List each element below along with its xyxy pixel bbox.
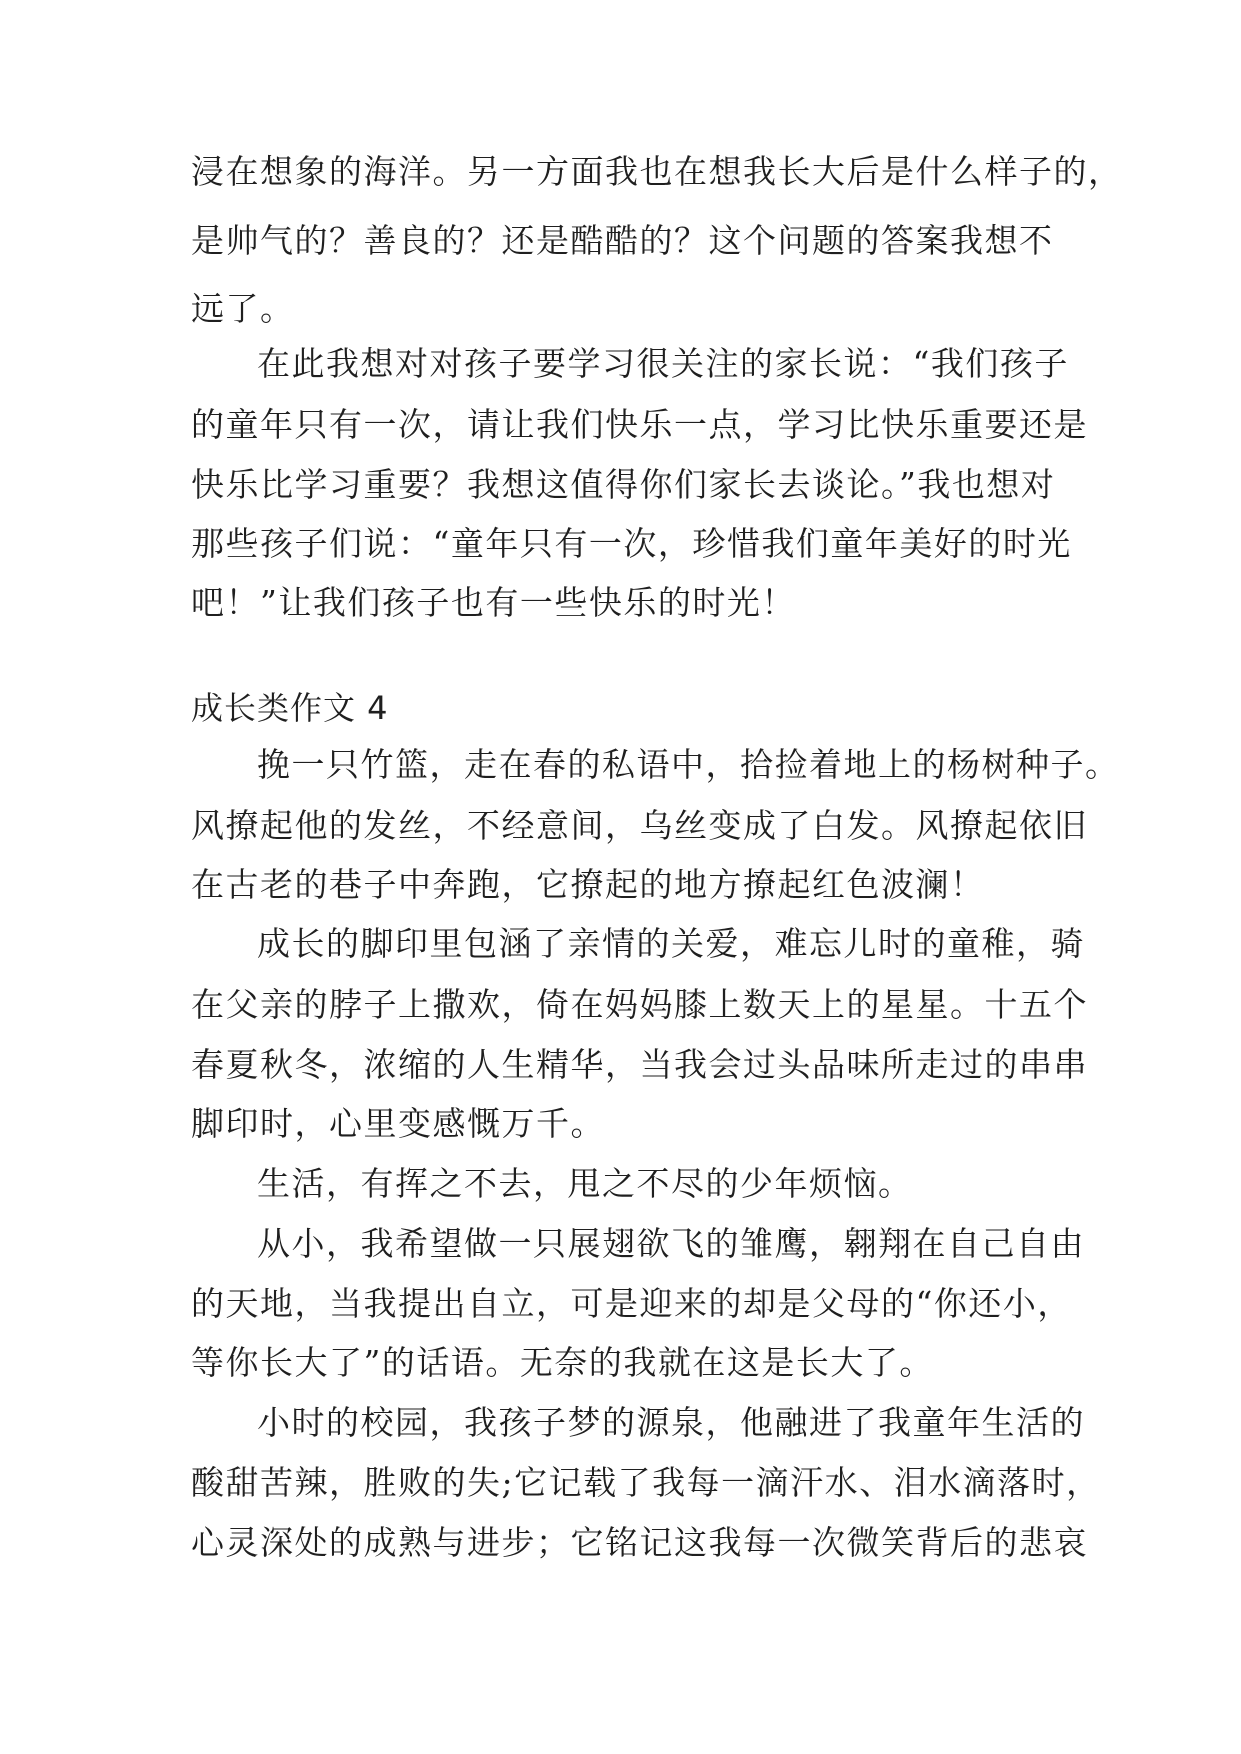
paragraph-first-line: 挽一只竹篮，走在春的私语中，拾捡着地上的杨树种子。	[257, 745, 1120, 784]
section-heading: 成长类作文 4	[191, 689, 389, 727]
body-line: 吧！”让我们孩子也有一些快乐的时光！	[191, 583, 796, 622]
body-line: 的童年只有一次，请让我们快乐一点，学习比快乐重要还是	[191, 405, 1088, 444]
body-line: 脚印时，心里变感慨万千。	[191, 1104, 605, 1143]
body-line: 的天地，当我提出自立，可是迎来的却是父母的“你还小，	[191, 1284, 1072, 1323]
paragraph-first-line: 在此我想对对孩子要学习很关注的家长说：“我们孩子	[257, 344, 1069, 383]
body-line: 远了。	[191, 289, 295, 328]
body-line: 在古老的巷子中奔跑，它撩起的地方撩起红色波澜！	[191, 865, 985, 904]
paragraph-first-line: 生活，有挥之不去，甩之不尽的少年烦恼。	[257, 1164, 913, 1203]
body-line: 是帅气的？善良的？还是酷酷的？这个问题的答案我想不	[191, 221, 1054, 260]
body-line: 心灵深处的成熟与进步；它铭记这我每一次微笑背后的悲哀	[191, 1523, 1088, 1562]
paragraph-first-line: 从小，我希望做一只展翅欲飞的雏鹰，翱翔在自己自由	[257, 1224, 1085, 1263]
body-line: 春夏秋冬，浓缩的人生精华，当我会过头品味所走过的串串	[191, 1045, 1088, 1084]
body-line: 在父亲的脖子上撒欢，倚在妈妈膝上数天上的星星。十五个	[191, 985, 1088, 1024]
body-line: 风撩起他的发丝，不经意间，乌丝变成了白发。风撩起依旧	[191, 806, 1088, 845]
body-line: 浸在想象的海洋。另一方面我也在想我长大后是什么样子的，	[191, 152, 1123, 191]
body-line: 快乐比学习重要？我想这值得你们家长去谈论。”我也想对	[191, 465, 1056, 504]
paragraph-first-line: 小时的校园，我孩子梦的源泉，他融进了我童年生活的	[257, 1403, 1085, 1442]
body-line: 酸甜苦辣，胜败的失;它记载了我每一滴汗水、泪水滴落时，	[191, 1463, 1101, 1502]
body-line: 等你长大了”的话语。无奈的我就在这是长大了。	[191, 1343, 934, 1382]
body-line: 那些孩子们说：“童年只有一次，珍惜我们童年美好的时光	[191, 524, 1072, 563]
paragraph-first-line: 成长的脚印里包涵了亲情的关爱，难忘儿时的童稚，骑	[257, 924, 1085, 963]
